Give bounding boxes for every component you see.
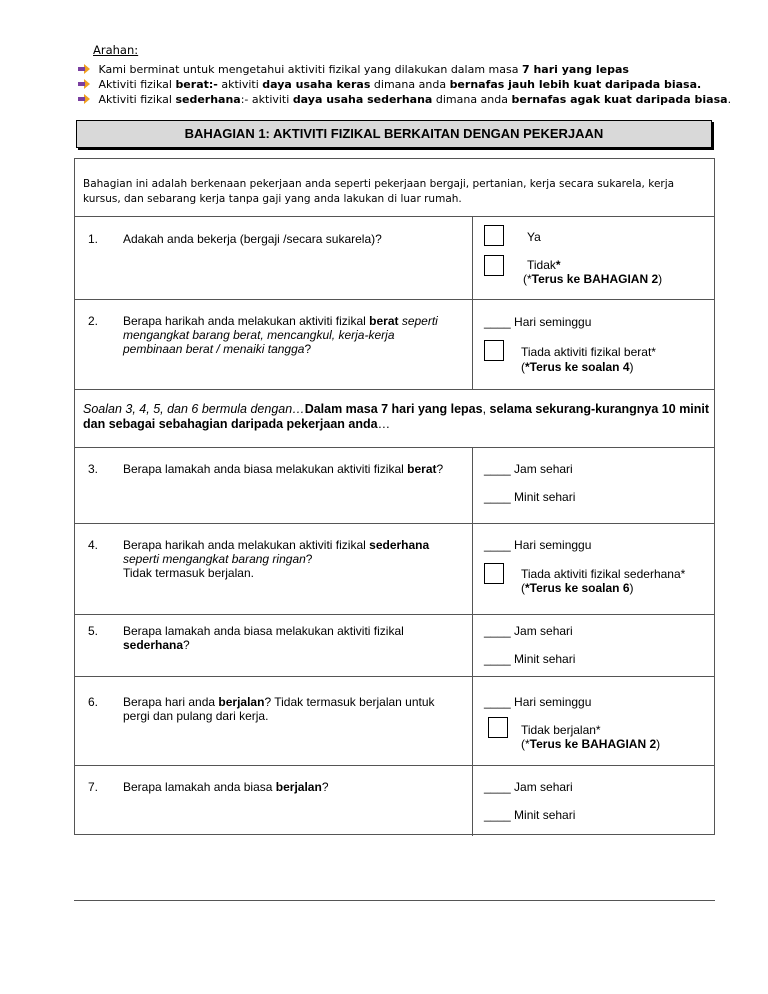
q-text: Berapa lamakah anda biasa melakukan aktiviti fizikal (123, 462, 408, 476)
question-text (123, 462, 453, 476)
q-text: Berapa harikah anda melakukan aktiviti fizikal (123, 538, 370, 552)
option-label: Tiada aktiviti fizikal sederhana* (521, 567, 686, 581)
bullet-text: dimana anda (370, 78, 450, 91)
question-number: 7. (88, 780, 99, 794)
q-text: ? Tidak termasuk berjalan untuk pergi dan pulang dari kerja. (123, 695, 435, 723)
row-divider (75, 676, 714, 677)
row-divider (75, 389, 714, 390)
q-bold: berat (407, 462, 437, 476)
days-per-week-field[interactable]: ____ Hari seminggu (484, 315, 592, 329)
option-tidak-label (527, 258, 561, 272)
hours-per-day-field[interactable]: ____ Jam sehari (484, 780, 573, 794)
note-paren: ( (521, 360, 525, 374)
row-divider (75, 614, 714, 615)
q-bold: sederhana (123, 638, 184, 652)
row-divider (75, 216, 714, 217)
preamble-text: … (377, 417, 391, 431)
column-divider (472, 447, 473, 836)
option-label: Tidak berjalan* (521, 723, 601, 737)
note-paren: ( (521, 581, 525, 595)
q-bold: berjalan (275, 780, 322, 794)
question-text (123, 695, 453, 723)
note-paren: (* (521, 737, 530, 751)
questions-preamble (83, 402, 713, 432)
row-divider (75, 447, 714, 448)
bullet-text: :- aktiviti (240, 93, 293, 106)
note-bold: *Terus ke soalan 6 (525, 581, 630, 595)
question-text (123, 780, 453, 794)
note-bold: *Terus ke soalan 4 (525, 360, 630, 374)
q-bold: berjalan (218, 695, 265, 709)
question-text (123, 314, 453, 356)
question-number: 5. (88, 624, 99, 638)
bullet-bold: bernafas jauh lebih kuat daripada biasa. (449, 78, 702, 91)
question-number: 2. (88, 314, 99, 328)
bullet-bold: 7 hari yang lepas (521, 63, 629, 76)
bullet-bold: sederhana (175, 93, 241, 106)
section-header (76, 120, 712, 148)
arrow-bullet-icon (78, 94, 90, 104)
bullet-text: aktiviti (217, 78, 263, 91)
question-text (123, 538, 453, 580)
note-bold: Terus ke BAHAGIAN 2 (531, 272, 659, 286)
note-paren: ) (629, 581, 634, 595)
checkbox-no-vigorous[interactable] (484, 340, 504, 361)
q-text: ? (304, 342, 312, 356)
option-label: Tiada aktiviti fizikal berat* (521, 345, 656, 359)
arrow-bullet-icon (78, 79, 90, 89)
checkbox-tidak[interactable] (484, 255, 504, 276)
bullet-bold: bernafas agak kuat daripada biasa (511, 93, 728, 106)
option-ya-label: Ya (527, 230, 541, 244)
q-text: ? (305, 552, 313, 566)
q-italic: seperti mengangkat barang berat, mencangkul, kerja-kerja pembinaan berat / menaiki tangga (123, 314, 438, 356)
days-per-week-field[interactable]: ____ Hari seminggu (484, 538, 592, 552)
question-number: 3. (88, 462, 99, 476)
hours-per-day-field[interactable]: ____ Jam sehari (484, 624, 573, 638)
skip-note (521, 581, 634, 595)
skip-note (521, 737, 660, 751)
asterisk: * (555, 258, 561, 272)
q-text: Berapa lamakah anda biasa (123, 780, 276, 794)
question-number: 4. (88, 538, 99, 552)
preamble-italic: Soalan 3, 4, 5, dan 6 bermula dengan… (83, 402, 305, 416)
q-text: ? (183, 638, 190, 652)
preamble-bold: selama sekurang-kurangnya 10 minit dan sebagai sebahagian daripada pekerjaan anda (83, 402, 710, 431)
instruction-bullet-3 (78, 93, 731, 106)
questionnaire-table (74, 158, 715, 835)
instruction-bullet-1 (78, 63, 629, 76)
q-text: ? (436, 462, 444, 476)
days-per-week-field[interactable]: ____ Hari seminggu (484, 695, 592, 709)
preamble-text: , (482, 402, 490, 416)
section-intro: Bahagian ini adalah berkenaan pekerjaan anda seperti pekerjaan bergaji, pertanian, kerja secara sukarela, kerja kursus, dan sebarang kerja tanpa gaji yang anda lakukan di luar rumah. (83, 178, 675, 205)
note-paren: ) (658, 272, 663, 286)
minutes-per-day-field[interactable]: ____ Minit sehari (484, 808, 576, 822)
q-text: Berapa hari anda (123, 695, 219, 709)
section-title: BAHAGIAN 1: AKTIVITI FIZIKAL BERKAITAN DENGAN PEKERJAAN (184, 126, 604, 141)
instruction-bullet-2 (78, 78, 701, 91)
q-text: Berapa lamakah anda biasa melakukan aktiviti fizikal (123, 624, 404, 638)
hours-per-day-field[interactable]: ____ Jam sehari (484, 462, 573, 476)
column-divider (472, 216, 473, 389)
row-divider (75, 299, 714, 300)
bullet-text: . (727, 93, 732, 106)
q-text: Berapa harikah anda melakukan aktiviti fizikal (123, 314, 370, 328)
bullet-text: Aktiviti fizikal (98, 93, 176, 106)
note-paren: (* (523, 272, 532, 286)
note-paren: ) (656, 737, 661, 751)
minutes-per-day-field[interactable]: ____ Minit sehari (484, 490, 576, 504)
option-tidak-text: Tidak (527, 258, 556, 272)
footer-rule (74, 900, 715, 901)
instructions-heading: Arahan: (93, 43, 139, 57)
note-paren: ) (629, 360, 634, 374)
question-text: Adakah anda bekerja (bergaji /secara sukarela)? (123, 232, 382, 246)
question-number: 6. (88, 695, 99, 709)
question-number: 1. (88, 232, 99, 246)
q-bold: berat (369, 314, 399, 328)
note-bold: Terus ke BAHAGIAN 2 (529, 737, 657, 751)
bullet-text: dimana anda (432, 93, 512, 106)
bullet-bold: berat:- (175, 78, 218, 91)
bullet-bold: daya usaha sederhana (292, 93, 433, 106)
row-divider (75, 523, 714, 524)
row-divider (75, 765, 714, 766)
q-italic: seperti mengangkat barang ringan (123, 552, 306, 566)
bullet-text: Aktiviti fizikal (98, 78, 176, 91)
preamble-bold: Dalam masa 7 hari yang lepas (304, 402, 483, 416)
bullet-bold: daya usaha keras (262, 78, 371, 91)
q-bold: sederhana (369, 538, 430, 552)
skip-note (521, 360, 634, 374)
checkbox-ya[interactable] (484, 225, 504, 246)
arrow-bullet-icon (78, 64, 90, 74)
skip-note (523, 272, 662, 286)
bullet-text: Kami berminat untuk mengetahui aktiviti fizikal yang dilakukan dalam masa (98, 63, 522, 76)
question-text (123, 624, 453, 652)
q-text: ? (321, 780, 329, 794)
q-text: Tidak termasuk berjalan. (123, 566, 254, 580)
checkbox-no-walking[interactable] (488, 717, 508, 738)
minutes-per-day-field[interactable]: ____ Minit sehari (484, 652, 576, 666)
checkbox-no-moderate[interactable] (484, 563, 504, 584)
